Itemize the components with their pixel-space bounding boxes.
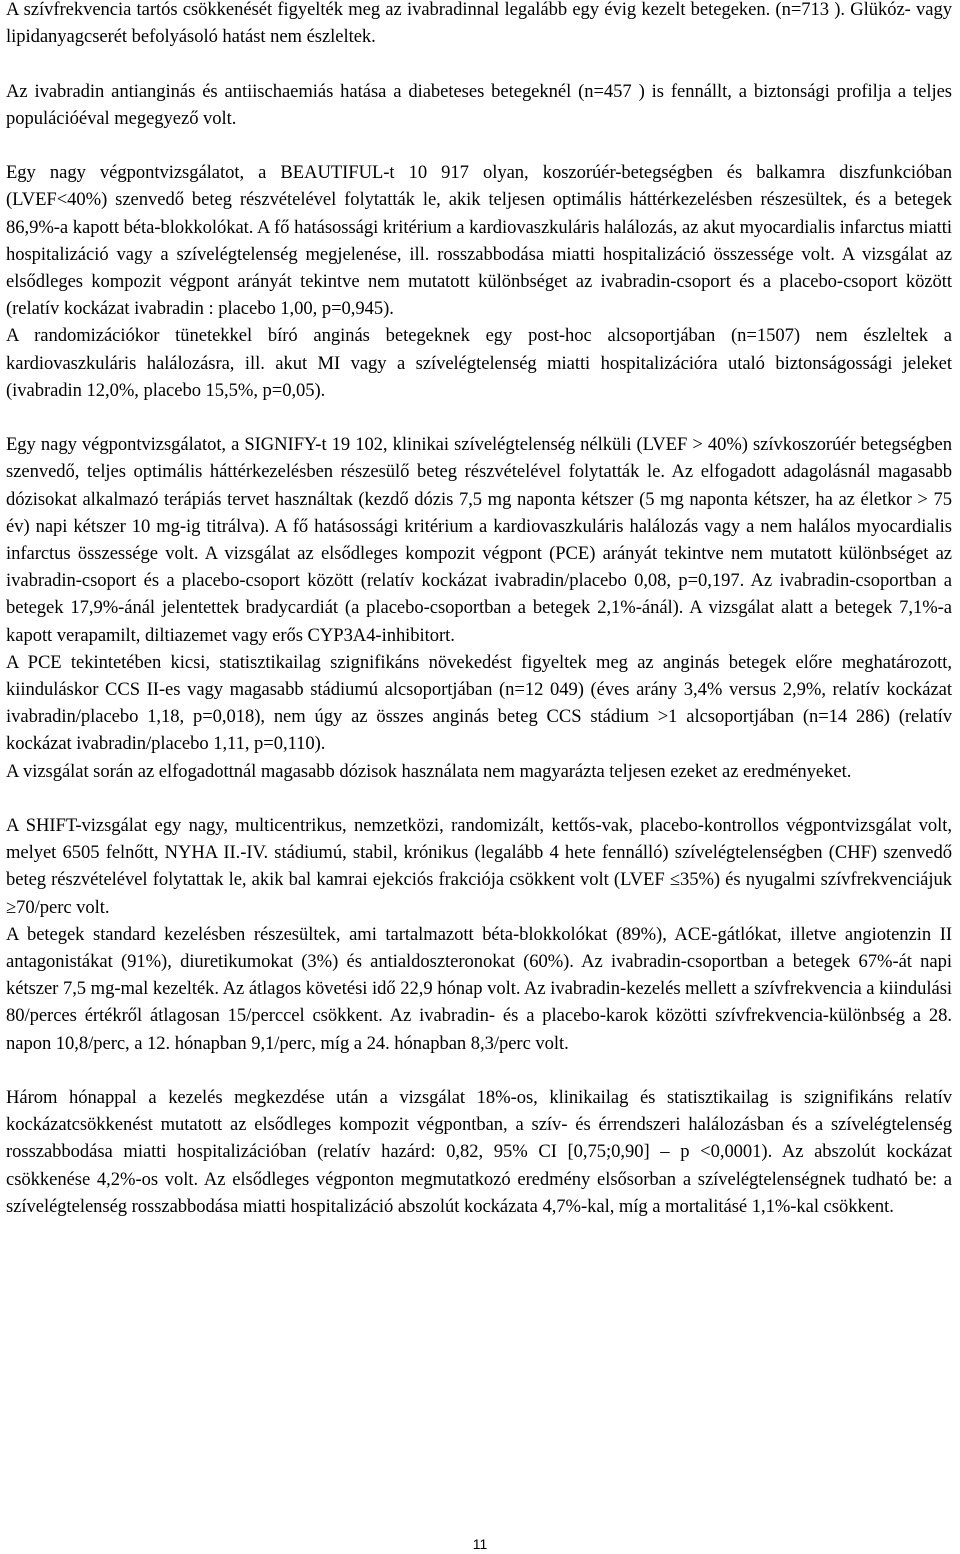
paragraph-spacer [6,785,952,812]
paragraph-shift-study: A SHIFT-vizsgálat egy nagy, multicentrikus, nemzetközi, randomizált, kettős-vak, placebo-kontrollos végpontvizsgálat volt, melyet 6505 felnőtt, NYHA II.-IV. stádiumú, stabil, krónikus (legalább 4 hete fennálló) szívelégtelenségben (CHF) szenvedő beteg részvételével folytattak le, akik bal kamrai ejekciós frakciója csökkent volt (LVEF ≤35%) és nyugalmi szívfrekvenciájuk ≥70/perc volt. [6,815,952,918]
paragraph-spacer [6,404,952,431]
paragraph-glucose-metabolism: A szívfrekvencia tartós csökkenését figyelték meg az ivabradinnal legalább egy évig kezelt betegeken. (n=713 ). Glükóz- vagy lipidanyagcserét befolyásoló hatást nem észleltek. [6,0,952,48]
paragraph-spacer [6,1057,952,1084]
paragraph-signify-doses: A vizsgálat során az elfogadottnál magasabb dózisok használata nem magyarázta teljesen ezeket az eredményeket. [6,760,852,782]
page-number: 11 [472,1536,488,1552]
paragraph-spacer [6,50,952,77]
document-page [6,0,952,1220]
paragraph-diabetes-subgroup: Az ivabradin antianginás és antiischaemiás hatása a diabeteses betegeknél (n=457 ) is fennállt, a biztonsági profilja a teljes populációéval megegyező volt. [6,80,952,129]
paragraph-spacer [6,132,952,159]
paragraph-shift-treatment: A betegek standard kezelésben részesültek, ami tartalmazott béta-blokkolókat (89%), ACE-gátlókat, illetve angiotenzin II antagonistákat (91%), diuretikumokat (3%) és antialdoszteronokat (60%). Az ivabradin-csoportban a betegek 67%-át napi kétszer 7,5 mg-mal kezelték. Az átlagos követési idő 22,9 hónap volt. Az ivabradin-kezelés mellett a szívfrekvencia a kiindulási 80/perces értékről átlagosan 15/perccel csökkent. Az ivabradin- és a placebo-karok közötti szívfrekvencia-különbség a 28. napon 10,8/perc, a 12. hónapban 9,1/perc, míg a 24. hónapban 8,3/perc volt. [6,923,952,1054]
paragraph-beautiful-posthoc: A randomizációkor tünetekkel bíró anginás betegeknek egy post-hoc alcsoportjában (n=1507) nem észleltek a kardiovaszkuláris halálozásra, ill. akut MI vagy a szívelégtelenség miatti hospitalizációra utaló biztonságossági jeleket (ivabradin 12,0%, placebo 15,5%, p=0,05). [6,325,952,401]
paragraph-shift-results: Három hónappal a kezelés megkezdése után a vizsgálat 18%-os, klinikailag és statisztikailag is szignifikáns relatív kockázatcsökkenést mutatott az elsődleges kompozit végpontban, a szív- és érrendszeri halálozásban és a szívelégtelenség rosszabbodása miatti hospitalizációban (relatív hazárd: 0,82, 95% CI [0,75;0,90] – p <0,0001). Az abszolút kockázat csökkenése 4,2%-os volt. Az elsődleges végponton megmutatkozó eredmény elsősorban a szívelégtelenségnek tudható be: a szívelégtelenség rosszabbodása miatti hospitalizáció abszolút kockázata 4,7%-kal, míg a mortalitásé 1,1%-kal csökkent. [6,1087,952,1217]
paragraph-beautiful-study: Egy nagy végpontvizsgálatot, a BEAUTIFUL-t 10 917 olyan, koszorúér-betegségben és balkamra diszfunkcióban (LVEF<40%) szenvedő beteg részvételével folytatták le, akik teljesen optimális háttérkezelésben részesültek, és a betegek 86,9%-a kapott béta-blokkolókat. A fő hatásossági kritérium a kardiovaszkuláris halálozás, az akut myocardialis infarctus miatti hospitalizáció vagy a szívelégtelenség megjelenése, ill. rosszabbodása miatti hospitalizáció összessége volt. A vizsgálat az elsődleges kompozit végpont arányát tekintve nem mutatott különbséget az ivabradin-csoport és a placebo-csoport között (relatív kockázat ivabradin : placebo 1,00, p=0,945). [6,162,952,320]
paragraph-signify-study: Egy nagy végpontvizsgálatot, a SIGNIFY-t 19 102, klinikai szívelégtelenség nélküli (LVEF > 40%) szívkoszorúér betegségben szenvedő, teljes optimális háttérkezelésben részesülő beteg részvételével folytatták le. Az elfogadott adagolásnál magasabb dózisokat alkalmazó terápiás tervet használtak (kezdő dózis 7,5 mg naponta kétszer (5 mg naponta kétszer, ha az életkor > 75 év) napi kétszer 10 mg-ig titrálva). A fő hatásossági kritérium a kardiovaszkuláris halálozás vagy a nem halálos myocardialis infarctus összessége volt. A vizsgálat az elsődleges kompozit végpont (PCE) arányát tekintve nem mutatott különbséget az ivabradin-csoport és a placebo-csoport között (relatív kockázat ivabradin/placebo 0,08, p=0,197. Az ivabradin-csoportban a betegek 17,9%-ánál jelentettek bradycardiát (a placebo-csoportban a betegek 2,1%-ánál). A vizsgálat alatt a betegek 7,1%-a kapott verapamilt, diltiazemet vagy erős CYP3A4-inhibitort. [6,434,952,646]
paragraph-signify-pce: A PCE tekintetében kicsi, statisztikailag szignifikáns növekedést figyeltek meg az anginás betegek előre meghatározott, kiinduláskor CCS II-es vagy magasabb stádiumú alcsoportjában (n=12 049) (éves arány 3,4% versus 2,9%, relatív kockázat ivabradin/placebo 1,18, p=0,018), nem úgy az összes anginás beteg CCS stádium >1 alcsoportjában (n=14 286) (relatív kockázat ivabradin/placebo 1,11, p=0,110). [6,651,952,755]
